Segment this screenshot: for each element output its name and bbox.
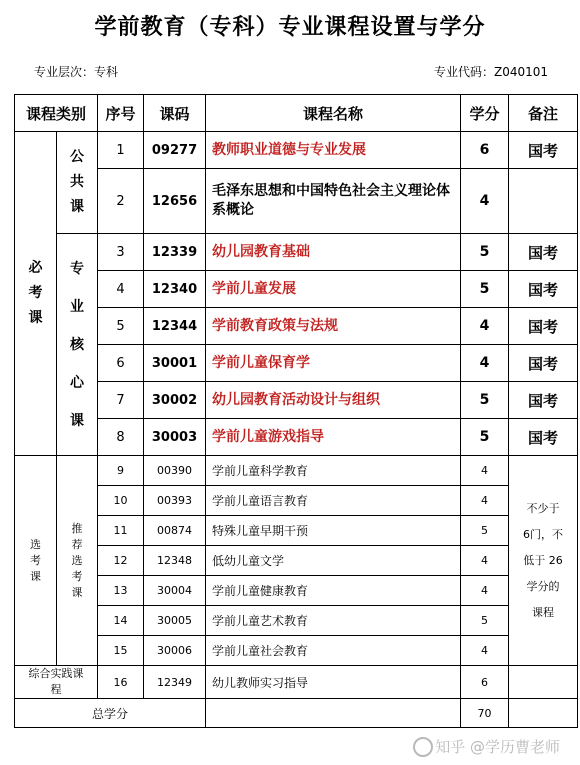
course-table: [14, 94, 578, 728]
header-note: 备注: [509, 95, 578, 132]
course-code: 00390: [144, 456, 206, 486]
course-seq: 11: [98, 516, 144, 546]
course-name: 幼儿园教育活动设计与组织: [206, 382, 461, 419]
course-name: 毛泽东思想和中国特色社会主义理论体系概论: [206, 169, 461, 234]
course-seq: 16: [98, 666, 144, 699]
course-seq: 12: [98, 546, 144, 576]
course-seq: 1: [98, 132, 144, 169]
total-label: 总学分: [15, 699, 206, 728]
course-name: 学前儿童艺术教育: [206, 606, 461, 636]
course-credit: 4: [461, 486, 509, 516]
course-note: [509, 169, 578, 234]
category-recommended: 推 荐 选 考 课: [57, 456, 98, 666]
category-required: 必 考 课: [15, 132, 57, 456]
practice-note: [509, 666, 578, 699]
course-seq: 4: [98, 271, 144, 308]
course-name: 学前儿童游戏指导: [206, 419, 461, 456]
course-credit: 5: [461, 382, 509, 419]
course-code: 12656: [144, 169, 206, 234]
course-note: 国考: [509, 132, 578, 169]
course-seq: 13: [98, 576, 144, 606]
course-name: 幼儿教师实习指导: [206, 666, 461, 699]
total-note: [509, 699, 578, 728]
course-credit: 5: [461, 516, 509, 546]
major-level: 专业层次：专科: [34, 65, 119, 79]
course-note: 国考: [509, 345, 578, 382]
course-code: 30001: [144, 345, 206, 382]
course-code: 12348: [144, 546, 206, 576]
course-code: 00393: [144, 486, 206, 516]
course-credit: 4: [461, 345, 509, 382]
zhihu-logo-icon: [413, 737, 433, 757]
course-code: 12349: [144, 666, 206, 699]
course-code: 12344: [144, 308, 206, 345]
header-credit: 学分: [461, 95, 509, 132]
course-credit: 5: [461, 234, 509, 271]
course-name: 特殊儿童早期干预: [206, 516, 461, 546]
course-credit: 5: [461, 419, 509, 456]
course-code: 30002: [144, 382, 206, 419]
course-credit: 6: [461, 666, 509, 699]
course-name: 学前儿童健康教育: [206, 576, 461, 606]
course-code: 30006: [144, 636, 206, 666]
header-name: 课程名称: [206, 95, 461, 132]
course-name: 学前儿童语言教育: [206, 486, 461, 516]
course-credit: 4: [461, 456, 509, 486]
course-code: 30003: [144, 419, 206, 456]
course-code: 09277: [144, 132, 206, 169]
category-public: 公 共 课: [57, 132, 98, 234]
course-code: 30005: [144, 606, 206, 636]
course-seq: 6: [98, 345, 144, 382]
course-code: 30004: [144, 576, 206, 606]
total-blank: [206, 699, 461, 728]
course-name: 学前儿童发展: [206, 271, 461, 308]
course-seq: 2: [98, 169, 144, 234]
course-credit: 4: [461, 308, 509, 345]
course-credit: 4: [461, 546, 509, 576]
course-name: 学前儿童科学教育: [206, 456, 461, 486]
course-name: 学前儿童保育学: [206, 345, 461, 382]
course-note: 国考: [509, 234, 578, 271]
course-code: 12339: [144, 234, 206, 271]
elective-remark: 不少于 6门，不 低于 26 学分的 课程: [509, 456, 578, 666]
course-seq: 15: [98, 636, 144, 666]
course-name: 学前儿童社会教育: [206, 636, 461, 666]
course-seq: 5: [98, 308, 144, 345]
header-category: 课程类别: [15, 95, 98, 132]
course-credit: 6: [461, 132, 509, 169]
course-seq: 8: [98, 419, 144, 456]
course-seq: 9: [98, 456, 144, 486]
course-note: 国考: [509, 271, 578, 308]
course-note: 国考: [509, 419, 578, 456]
course-credit: 5: [461, 606, 509, 636]
course-seq: 10: [98, 486, 144, 516]
course-credit: 5: [461, 271, 509, 308]
category-practice: 综合实践课程: [15, 666, 98, 699]
course-note: 国考: [509, 382, 578, 419]
course-code: 12340: [144, 271, 206, 308]
header-code: 课码: [144, 95, 206, 132]
course-name: 教师职业道德与专业发展: [206, 132, 461, 169]
total-credit: 70: [461, 699, 509, 728]
page-title: 学前教育（专科）专业课程设置与学分: [94, 15, 486, 40]
course-seq: 14: [98, 606, 144, 636]
course-seq: 3: [98, 234, 144, 271]
course-credit: 4: [461, 169, 509, 234]
course-credit: 4: [461, 636, 509, 666]
course-name: 学前教育政策与法规: [206, 308, 461, 345]
category-core: 专 业 核 心 课: [57, 234, 98, 456]
course-name: 幼儿园教育基础: [206, 234, 461, 271]
course-note: 国考: [509, 308, 578, 345]
course-name: 低幼儿童文学: [206, 546, 461, 576]
course-credit: 4: [461, 576, 509, 606]
course-seq: 7: [98, 382, 144, 419]
header-seq: 序号: [98, 95, 144, 132]
course-code: 00874: [144, 516, 206, 546]
watermark: 知乎 @学历曹老师: [413, 736, 560, 758]
major-code: 专业代码：Z040101: [433, 65, 548, 79]
category-elective: 选 考 课: [15, 456, 57, 666]
